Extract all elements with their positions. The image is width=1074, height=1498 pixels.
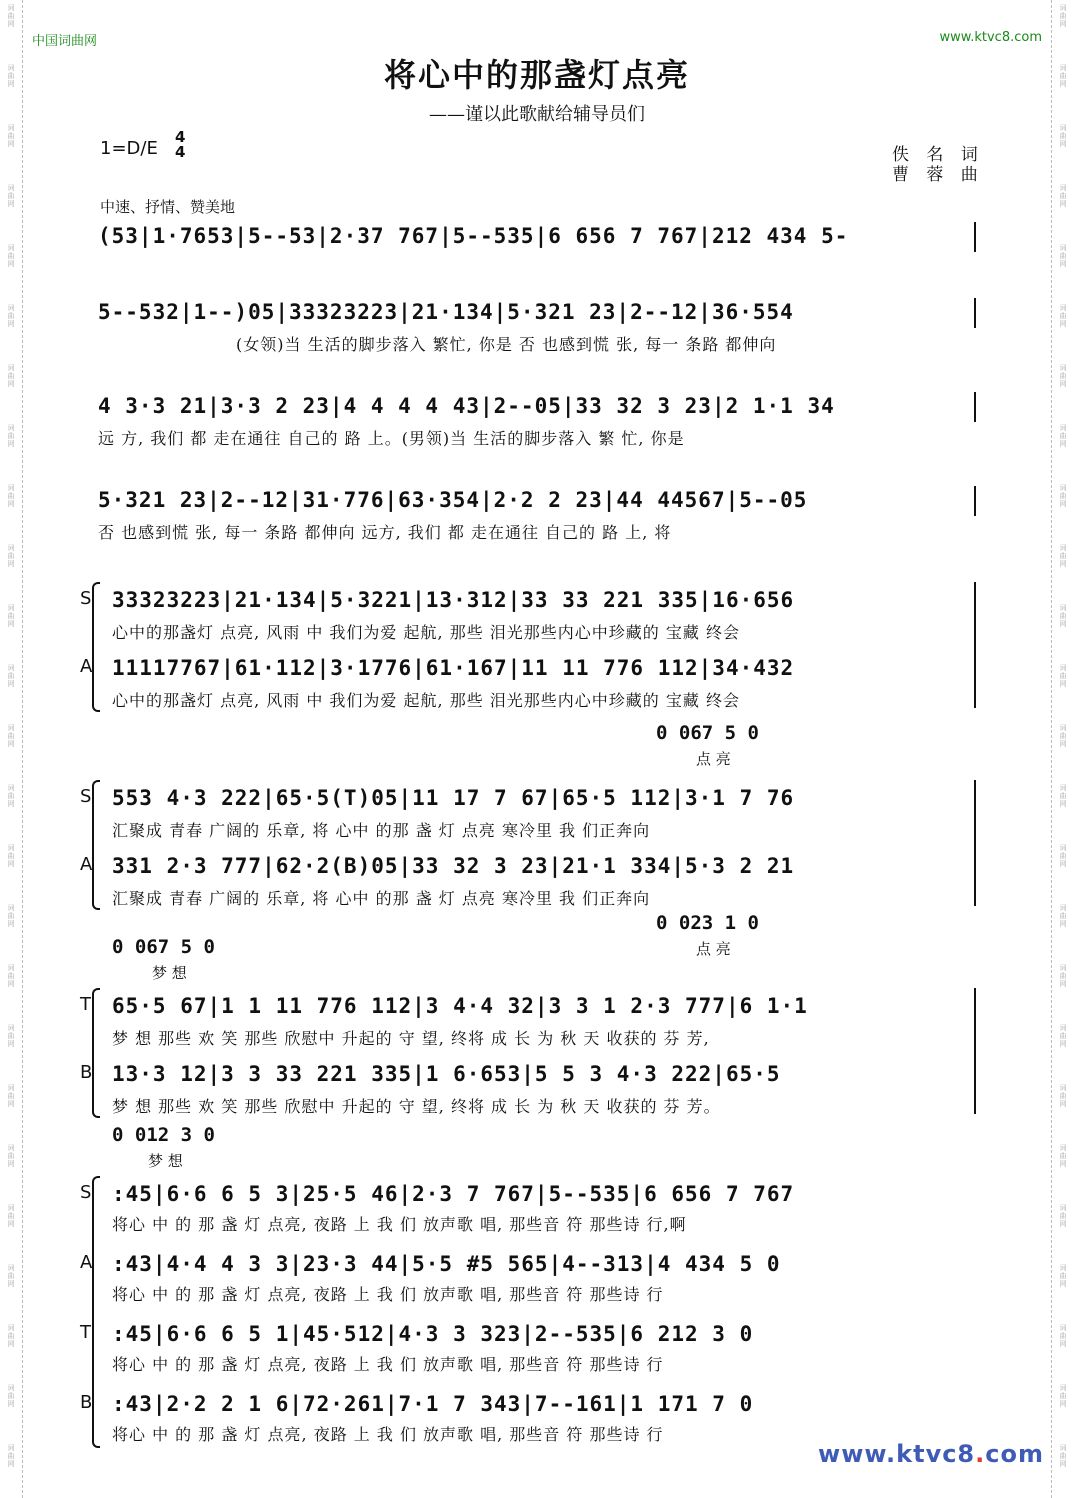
margin-stamp: 词 曲 网	[1059, 604, 1067, 628]
margin-stamp: 词 曲 网	[7, 1384, 15, 1408]
watermark-dot: .	[975, 1440, 986, 1468]
right-margin-strip	[1051, 0, 1074, 1498]
notation-line: 4 3·3 21|3·3 2 23|4 4 4 4 43|2--05|33 32 3 23|2 1·1 34	[98, 394, 835, 418]
ossia-upper-lyrics: 点 亮	[696, 750, 731, 768]
choir-system-3	[80, 988, 976, 1118]
bass-notes: 13·3 12|3 3 33 221 335|1 6·653|5 5 3 4·3 222|65·5	[112, 1062, 781, 1086]
margin-stamp: 词 曲 网	[7, 664, 15, 688]
margin-stamp: 词 曲 网	[1059, 64, 1067, 88]
bass-notes: :43|2·2 2 1 6|72·261|7·1 7 343|7--161|1 171 7 0	[112, 1392, 754, 1416]
margin-stamp: 词 曲 网	[1059, 1384, 1067, 1408]
barline	[974, 392, 976, 422]
choir-brace	[92, 1176, 100, 1448]
choir-brace	[92, 988, 100, 1118]
soprano-notes: 33323223|21·134|5·3221|13·312|33 33 221 335|16·656	[112, 588, 795, 612]
soprano-notes: :45|6·6 6 5 3|25·5 46|2·3 7 767|5--535|6 656 7 767	[112, 1182, 795, 1206]
margin-stamp: 词 曲 网	[1059, 124, 1067, 148]
margin-stamp: 词 曲 网	[1059, 844, 1067, 868]
lyrics-line: 否 也感到慌 张, 每一 条路 都伸向 远方, 我们 都 走在通往 自己的 路 上, 将	[98, 523, 672, 542]
song-title: 将心中的那盏灯点亮	[383, 56, 690, 94]
tenor-notes: :45|6·6 6 5 1|45·512|4·3 3 323|2--535|6 212 3 0	[112, 1322, 754, 1346]
notation-line: 5--532|1--)05|33323223|21·134|5·321 23|2--12|36·554	[98, 300, 794, 324]
part-label-bass: B	[80, 1062, 93, 1083]
bass-lyrics: 梦 想 那些 欢 笑 那些 欣慰中 升起的 守 望, 终将 成 长 为 秋 天 收获的 芬 芳。	[112, 1097, 721, 1116]
margin-stamp: 词 曲 网	[7, 484, 15, 508]
composer-credit: 曹 蓉 曲	[892, 165, 984, 185]
tempo-marking: 中速、抒情、赞美地	[100, 198, 236, 216]
site-name-left[interactable]: 中国词曲网	[32, 34, 98, 49]
margin-stamp: 词 曲 网	[7, 1144, 15, 1168]
alto-notes: 11117767|61·112|3·1776|61·167|11 11 776 112|34·432	[112, 656, 795, 680]
barline	[974, 298, 976, 328]
alto-notes: 331 2·3 777|62·2(B)05|33 32 3 23|21·1 334|5·3 2 21	[112, 854, 795, 878]
margin-stamp: 词 曲 网	[7, 844, 15, 868]
margin-stamp: 词 曲 网	[7, 124, 15, 148]
ossia-upper-lyrics: 梦 想	[152, 964, 187, 982]
barline	[974, 582, 976, 708]
margin-stamp: 词 曲 网	[1059, 364, 1067, 388]
lyrics-line: 远 方, 我们 都 走在通往 自己的 路 上。(男领)当 生活的脚步落入 繁 忙, 你是	[98, 429, 685, 448]
part-label-bass: B	[80, 1392, 93, 1413]
notation-line: (53|1·7653|5--53|2·37 767|5--535|6 656 7 767|212 434 5-	[98, 224, 849, 248]
choir-brace	[92, 780, 100, 910]
barline	[974, 780, 976, 906]
watermark-prefix: www.ktvc8	[818, 1440, 976, 1468]
barline	[974, 222, 976, 252]
part-label-alto: A	[80, 1252, 93, 1273]
margin-stamp: 词 曲 网	[7, 1204, 15, 1228]
part-label-tenor: T	[80, 1322, 91, 1343]
meter-bottom: 4	[175, 143, 186, 161]
margin-stamp: 词 曲 网	[1059, 544, 1067, 568]
margin-stamp: 词 曲 网	[7, 4, 15, 28]
ossia-upper-notes: 0 067 5 0	[656, 722, 759, 744]
alto-notes: :43|4·4 4 3 3|23·3 44|5·5 #5 565|4--313|4 434 5 0	[112, 1252, 781, 1276]
margin-stamp: 词 曲 网	[1059, 184, 1067, 208]
margin-stamp: 词 曲 网	[7, 724, 15, 748]
ossia-upper-notes: 0 067 5 0	[112, 936, 215, 958]
watermark-suffix: com	[985, 1440, 1044, 1468]
margin-stamp: 词 曲 网	[7, 1324, 15, 1348]
margin-stamp: 词 曲 网	[1059, 904, 1067, 928]
margin-stamp: 词 曲 网	[1059, 4, 1067, 28]
ossia-lower-lyrics: 梦 想	[148, 1152, 183, 1170]
margin-stamp: 词 曲 网	[1059, 1144, 1067, 1168]
margin-stamp: 词 曲 网	[7, 364, 15, 388]
choir-system-2	[80, 780, 976, 910]
lyricist-credit: 佚 名 词	[892, 145, 984, 165]
margin-stamp: 词 曲 网	[1059, 484, 1067, 508]
margin-stamp: 词 曲 网	[7, 604, 15, 628]
score-system-1	[98, 218, 976, 258]
margin-stamp: 词 曲 网	[7, 1024, 15, 1048]
margin-stamp: 词 曲 网	[1059, 664, 1067, 688]
soprano-lyrics: 将心 中 的 那 盏 灯 点亮, 夜路 上 我 们 放声歌 唱, 那些音 符 那些诗 行,啊	[112, 1215, 687, 1234]
alto-lyrics: 心中的那盏灯 点亮, 风雨 中 我们为爱 起航, 那些 泪光那些内心中珍藏的 宝藏 终会	[112, 691, 740, 710]
margin-stamp: 词 曲 网	[1059, 784, 1067, 808]
margin-stamp: 词 曲 网	[1059, 1204, 1067, 1228]
margin-stamp: 词 曲 网	[1059, 724, 1067, 748]
barline	[974, 988, 976, 1114]
margin-stamp: 词 曲 网	[1059, 1024, 1067, 1048]
score-system-3	[98, 390, 976, 454]
score-system-4	[98, 484, 976, 548]
margin-stamp: 词 曲 网	[7, 1264, 15, 1288]
part-label-tenor: T	[80, 994, 91, 1015]
part-label-alto: A	[80, 854, 93, 875]
margin-stamp: 词 曲 网	[7, 904, 15, 928]
barline	[974, 486, 976, 516]
tenor-lyrics: 梦 想 那些 欢 笑 那些 欣慰中 升起的 守 望, 终将 成 长 为 秋 天 收获的 芬 芳,	[112, 1029, 710, 1048]
watermark-logo	[818, 1440, 1044, 1468]
margin-stamp: 词 曲 网	[1059, 964, 1067, 988]
margin-stamp: 词 曲 网	[7, 64, 15, 88]
soprano-notes: 553 4·3 222|65·5(T)05|11 17 7 67|65·5 112|3·1 7 76	[112, 786, 795, 810]
margin-stamp: 词 曲 网	[1059, 1444, 1067, 1468]
margin-stamp: 词 曲 网	[7, 304, 15, 328]
choir-system-1	[80, 582, 976, 712]
ossia-lower-lyrics: 点 亮	[696, 940, 731, 958]
alto-lyrics: 汇聚成 青春 广阔的 乐章, 将 心中 的那 盏 灯 点亮 寒冷里 我 们正奔向	[112, 889, 651, 908]
part-label-soprano: S	[80, 1182, 92, 1203]
soprano-lyrics: 汇聚成 青春 广阔的 乐章, 将 心中 的那 盏 灯 点亮 寒冷里 我 们正奔向	[112, 821, 651, 840]
left-margin-strip	[0, 0, 23, 1498]
tenor-notes: 65·5 67|1 1 11 776 112|3 4·4 32|3 3 1 2·3 777|6 1·1	[112, 994, 808, 1018]
lyrics-line: (女领)当 生活的脚步落入 繁忙, 你是 否 也感到慌 张, 每一 条路 都伸向	[236, 335, 777, 354]
key-signature: 1=D/E	[100, 138, 158, 159]
soprano-lyrics: 心中的那盏灯 点亮, 风雨 中 我们为爱 起航, 那些 泪光那些内心中珍藏的 宝藏 终会	[112, 623, 740, 642]
choir-system-4	[80, 1176, 976, 1448]
choir-brace	[92, 582, 100, 712]
margin-stamp: 词 曲 网	[1059, 1264, 1067, 1288]
bass-lyrics: 将心 中 的 那 盏 灯 点亮, 夜路 上 我 们 放声歌 唱, 那些音 符 那些诗 行	[112, 1425, 664, 1444]
time-signature	[175, 130, 185, 160]
margin-stamp: 词 曲 网	[1059, 1084, 1067, 1108]
meter-top: 4	[175, 128, 186, 146]
site-url-right[interactable]: www.ktvc8.com	[939, 30, 1042, 45]
ossia-lower-notes: 0 012 3 0	[112, 1124, 215, 1146]
margin-stamp: 词 曲 网	[1059, 424, 1067, 448]
margin-stamp: 词 曲 网	[7, 964, 15, 988]
song-subtitle: ——谨以此歌献给辅导员们	[429, 104, 645, 125]
alto-lyrics: 将心 中 的 那 盏 灯 点亮, 夜路 上 我 们 放声歌 唱, 那些音 符 那些诗 行	[112, 1285, 664, 1304]
margin-stamp: 词 曲 网	[7, 424, 15, 448]
margin-stamp: 词 曲 网	[7, 1084, 15, 1108]
margin-stamp: 词 曲 网	[7, 544, 15, 568]
margin-stamp: 词 曲 网	[1059, 244, 1067, 268]
part-label-soprano: S	[80, 588, 92, 609]
margin-stamp: 词 曲 网	[1059, 304, 1067, 328]
part-label-soprano: S	[80, 786, 92, 807]
tenor-lyrics: 将心 中 的 那 盏 灯 点亮, 夜路 上 我 们 放声歌 唱, 那些音 符 那些诗 行	[112, 1355, 664, 1374]
margin-stamp: 词 曲 网	[7, 784, 15, 808]
margin-stamp: 词 曲 网	[7, 244, 15, 268]
margin-stamp: 词 曲 网	[7, 184, 15, 208]
margin-stamp: 词 曲 网	[1059, 1324, 1067, 1348]
ossia-lower-notes: 0 023 1 0	[656, 912, 759, 934]
margin-stamp: 词 曲 网	[7, 1444, 15, 1468]
part-label-alto: A	[80, 656, 93, 677]
notation-line: 5·321 23|2--12|31·776|63·354|2·2 2 23|44 44567|5--05	[98, 488, 808, 512]
score-system-2	[98, 296, 976, 360]
